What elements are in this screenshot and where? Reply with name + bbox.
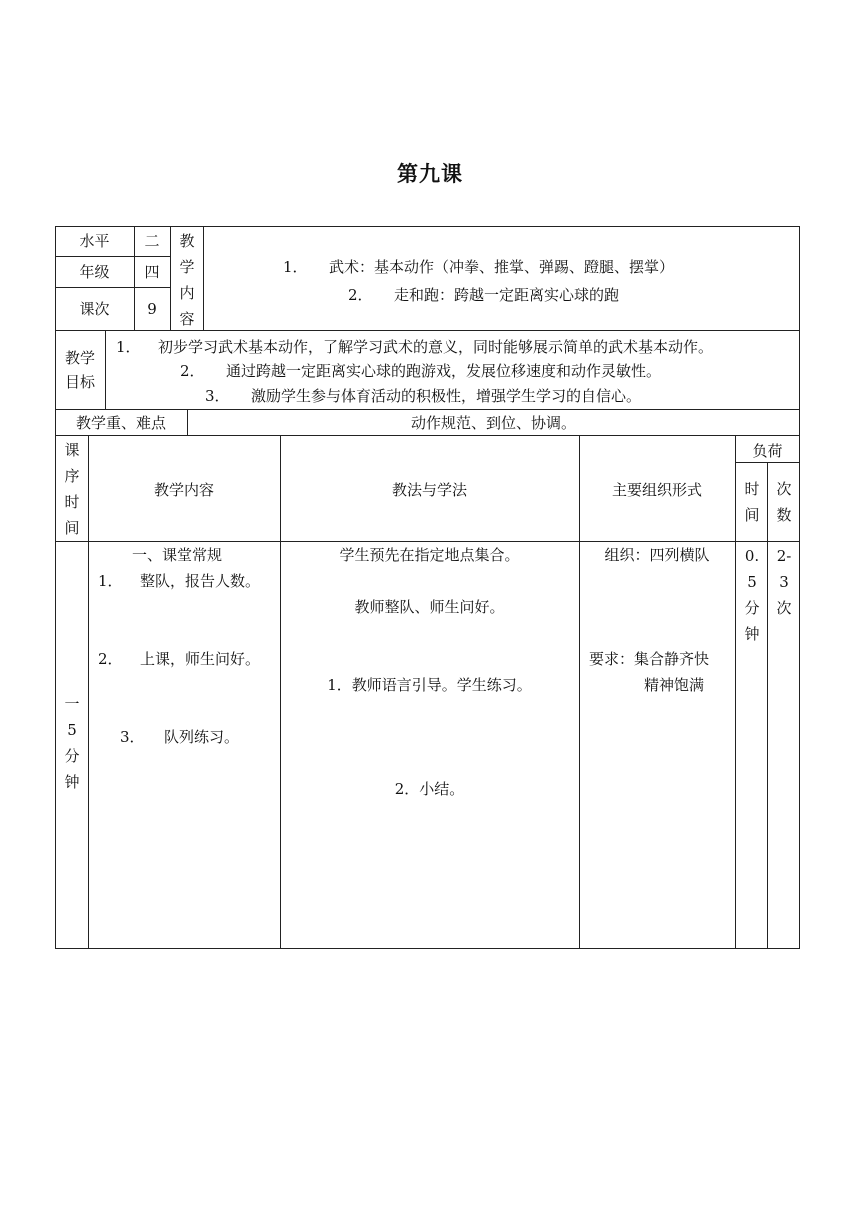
level-value: 二 — [144, 232, 160, 250]
method-line-2: 教师整队、师生问好。 — [354, 598, 505, 616]
col-header-content: 教学内容 — [153, 481, 214, 499]
col-header-method: 教法与学法 — [391, 481, 467, 499]
org-line-2: 要求：集合静齐快 — [589, 650, 710, 668]
col-header-order: 课序时间 — [64, 441, 80, 537]
goal-item-1: 1． 初步学习武术基本动作，了解学习武术的意义，同时能够展示简单的武术基本动作。 — [116, 338, 714, 356]
level-label: 水平 — [79, 232, 110, 250]
org-line-3: 精神饱满 — [644, 676, 705, 694]
load-count: 2-3次 — [776, 547, 792, 617]
section-time: 一5分钟 — [64, 695, 80, 791]
method-line-4: 2．小结。 — [394, 780, 465, 798]
content-title: 一、课堂常规 — [132, 546, 223, 564]
content-row-1: 1． 整队，报告人数。 — [98, 572, 261, 590]
col-header-count: 次数 — [776, 480, 792, 524]
page-title: 第九课 — [397, 162, 463, 186]
grade-label: 年级 — [79, 263, 110, 281]
content-label: 教学内容 — [179, 232, 195, 328]
focus-label: 教学重、难点 — [75, 414, 166, 432]
lesson-label: 课次 — [79, 300, 110, 318]
method-line-1: 学生预先在指定地点集合。 — [339, 546, 520, 564]
goal-item-2: 2． 通过跨越一定距离实心球的跑游戏，发展位移速度和动作灵敏性。 — [180, 362, 662, 380]
content-row-2: 2． 上课，师生问好。 — [98, 650, 261, 668]
load-time: 0.5分钟 — [744, 547, 760, 643]
col-header-time: 时间 — [744, 480, 760, 524]
col-header-org: 主要组织形式 — [611, 481, 702, 499]
content-row-3: 3． 队列练习。 — [120, 728, 240, 746]
goal-item-3: 3． 激励学生参与体育活动的积极性，增强学生学习的自信心。 — [205, 387, 642, 405]
lesson-value: 9 — [147, 300, 157, 318]
content-item-1: 1． 武术：基本动作（冲拳、推掌、弹踢、蹬腿、摆掌） — [283, 258, 675, 276]
col-header-load: 负荷 — [752, 442, 783, 460]
content-item-2: 2． 走和跑：跨越一定距离实心球的跑 — [348, 286, 620, 304]
org-line-1: 组织：四列横队 — [604, 546, 710, 564]
grade-value: 四 — [144, 263, 160, 281]
focus-value: 动作规范、到位、协调。 — [410, 414, 576, 432]
goals-label: 教学目标 — [64, 349, 95, 391]
method-line-3: 1．教师语言引导。学生练习。 — [327, 676, 532, 694]
